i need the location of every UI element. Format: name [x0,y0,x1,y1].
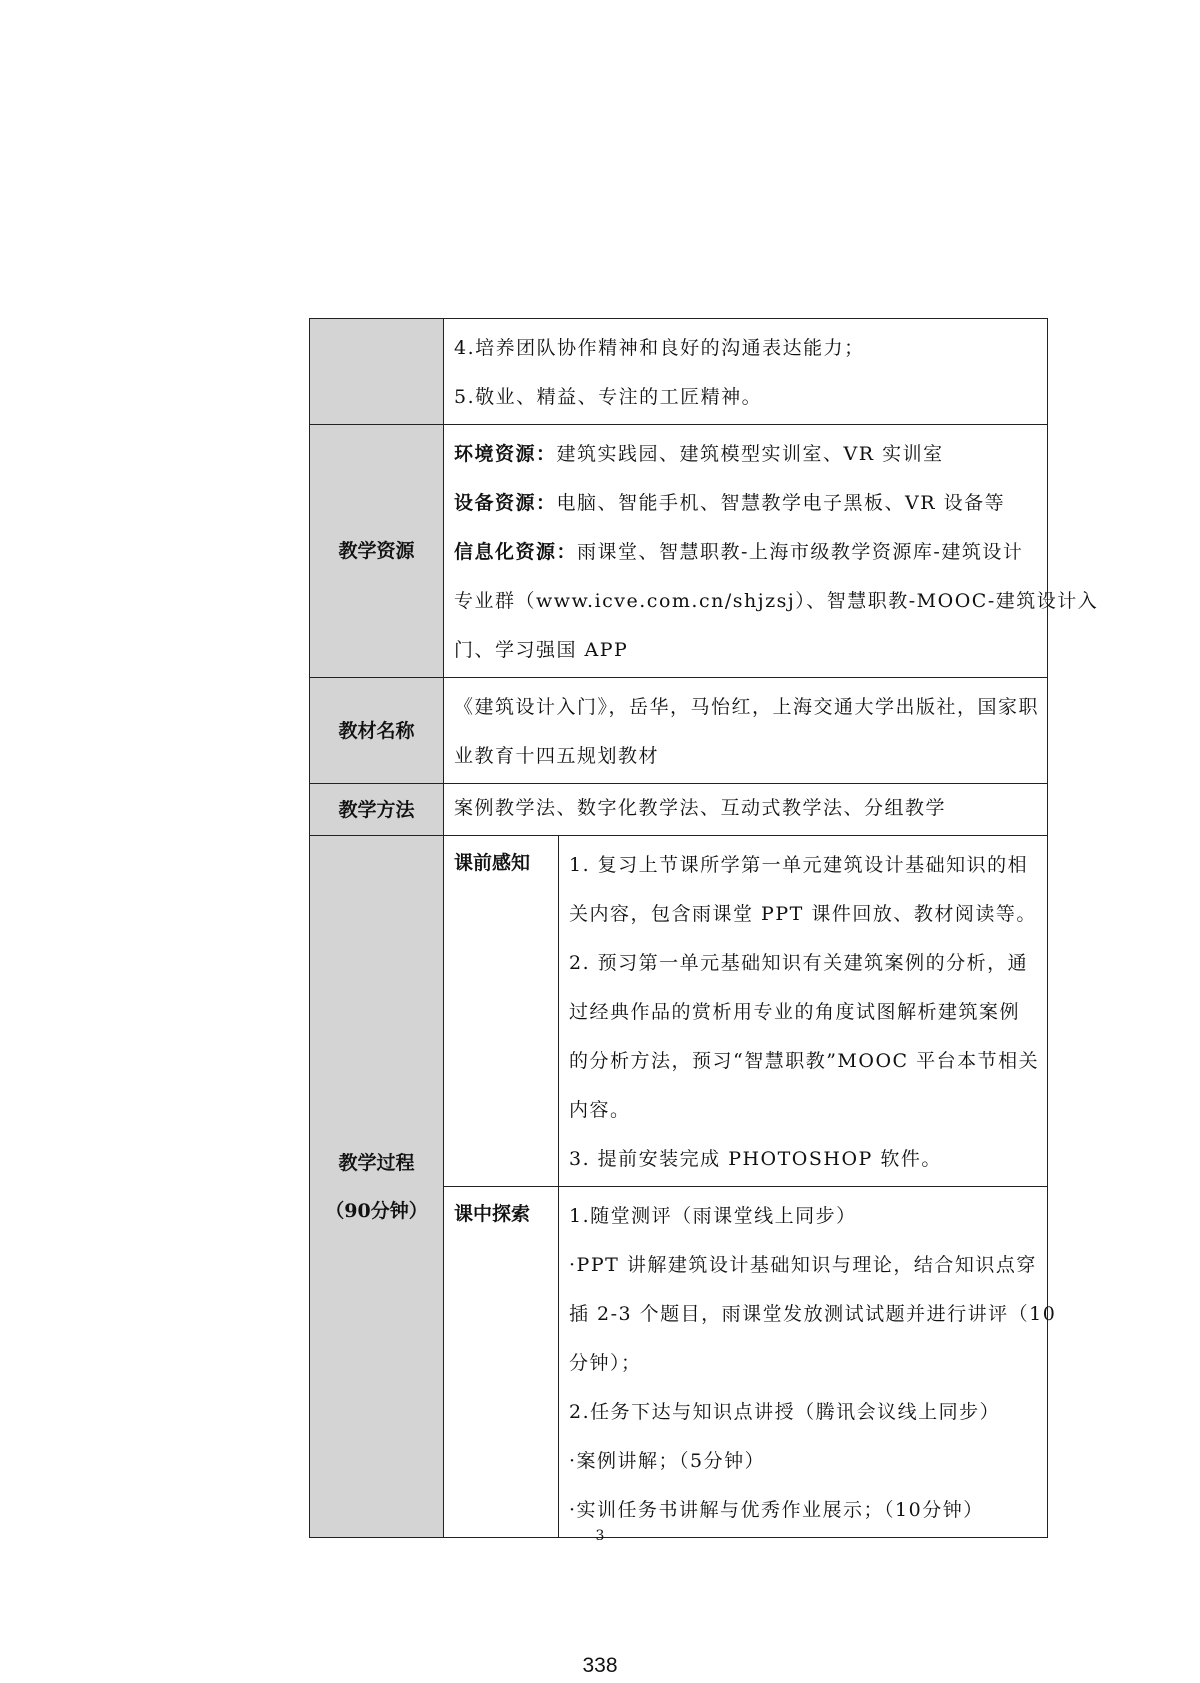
info-resources-key: 信息化资源： [454,541,578,563]
resources-content [444,425,1099,678]
objective-item: 5.敬业、精益、专注的工匠精神。 [454,386,763,408]
pre-class-line: 1. 复习上节课所学第一单元建筑设计基础知识的相 [569,854,1029,876]
pre-class-line: 的分析方法，预习“智慧职教”MOOC 平台本节相关 [569,1050,1040,1072]
info-resources-line2: 专业群（www.icve.com.cn/shjzsj）、智慧职教-MOOC-建筑设计入 [454,590,1099,612]
env-resources-key: 环境资源： [454,443,557,465]
collection-page-number: 338 [582,1654,618,1677]
process-label [310,836,444,1538]
in-class-label: 课中探索 [444,1187,559,1538]
equip-resources-key: 设备资源： [454,492,557,514]
textbook-line: 《建筑设计入门》，岳华，马怡红，上海交通大学出版社，国家职 [454,696,1040,718]
in-class-line: ·实训任务书讲解与优秀作业展示；（10分钟） [569,1499,984,1521]
pre-class-line: 过经典作品的赏析用专业的角度试图解析建筑案例 [569,1001,1021,1023]
env-resources [454,430,1039,479]
method-label: 教学方法 [310,784,444,836]
equip-resources-value: 电脑、智能手机、智慧教学电子黑板、VR 设备等 [556,492,1006,514]
process-label-text: 教学过程 [338,1151,415,1174]
method-text: 案例教学法、数字化教学法、互动式教学法、分组教学 [454,797,947,819]
pre-class-line: 关内容，包含雨课堂 PPT 课件回放、教材阅读等。 [569,903,1037,925]
objectives-content [444,319,1048,425]
process-pre-row [310,836,1048,1187]
objectives-row [310,319,1048,425]
pre-class-line: 2. 预习第一单元基础知识有关建筑案例的分析，通 [569,952,1029,974]
resources-row [310,425,1048,678]
textbook-line: 业教育十四五规划教材 [454,745,660,767]
in-class-line: 分钟）； [569,1352,642,1374]
in-class-line: 插 2-3 个题目，雨课堂发放测试试题并进行讲评（10 [569,1303,1057,1325]
pre-class-line: 内容。 [569,1099,631,1121]
pre-class-content [559,836,1048,1187]
in-class-line: ·案例讲解；（5分钟） [569,1450,766,1472]
document-page-number: 3 [595,1528,605,1544]
method-content [444,784,1048,836]
method-row [310,784,1048,836]
objectives-label [310,319,444,425]
textbook-content [444,678,1048,784]
info-resources [454,528,1039,577]
in-class-line: 1.随堂测评（雨课堂线上同步） [569,1205,857,1227]
env-resources-value: 建筑实践园、建筑模型实训室、VR 实训室 [556,443,944,465]
in-class-line: 2.任务下达与知识点讲授（腾讯会议线上同步） [569,1401,1001,1423]
info-resources-value: 雨课堂、智慧职教-上海市级教学资源库-建筑设计 [577,541,1024,563]
pre-class-line: 3. 提前安装完成 PHOTOSHOP 软件。 [569,1148,942,1170]
textbook-label: 教材名称 [310,678,444,784]
lesson-plan-table [309,318,1099,1538]
info-resources-line3: 门、学习强国 APP [454,639,629,661]
objective-item: 4.培养团队协作精神和良好的沟通表达能力； [454,337,865,359]
process-duration: （90分钟） [325,1199,428,1222]
in-class-content [559,1187,1057,1538]
textbook-row [310,678,1048,784]
pre-class-label: 课前感知 [444,836,559,1187]
equip-resources [454,479,1039,528]
resources-label: 教学资源 [310,425,444,678]
in-class-line: ·PPT 讲解建筑设计基础知识与理论，结合知识点穿 [569,1254,1037,1276]
